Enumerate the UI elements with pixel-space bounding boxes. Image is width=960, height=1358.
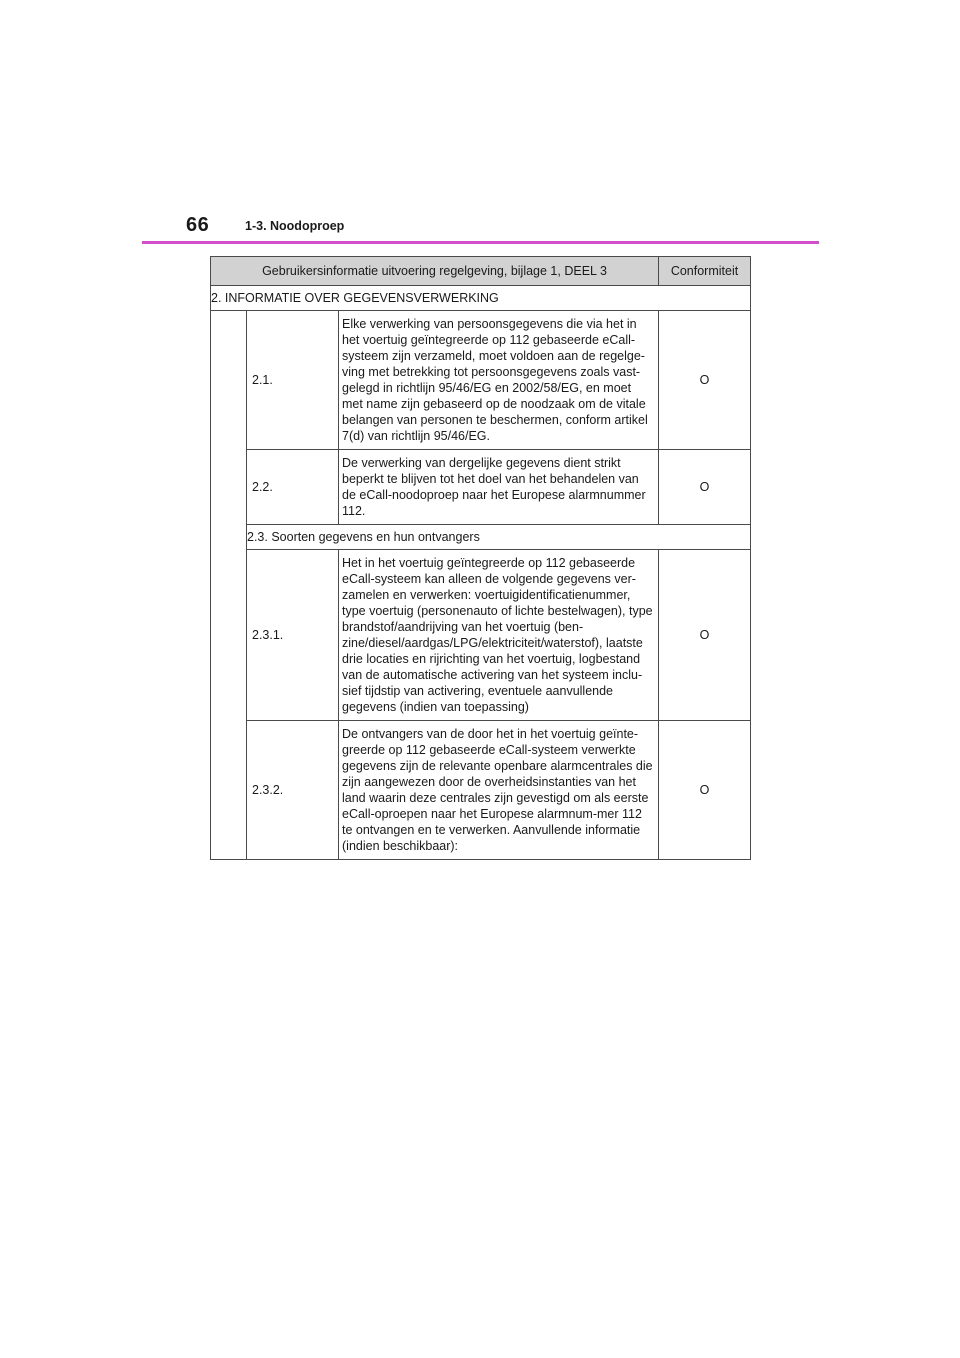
row-text-cell [339,311,659,450]
table-row [211,450,751,525]
row-conformity: O [659,721,751,860]
row-text-cell [339,721,659,860]
row-conformity: O [659,550,751,721]
row-text: Het in het voertuig geïntegreerde op 112 gebaseerde eCall-systeem kan alleen de volgende gegevens ver-zamelen en verwerken: voertuigidentificatienummer, type voertuig (personenauto of lichte bestelwagen), type brandstof/aandrijving van het voertuig (ben-zine/diesel/aardgas/LPG/elektriciteit/waterstof), laatste drie locaties en rijrichting van het voertuig, logbestand van de automatische activering van het systeem inclu-sief tijdstip van activering, eventuele aanvullende gegevens (indien van toepassing) [342,556,653,714]
section-title: 1-3. Noodoproep [245,219,345,233]
indent-cell [211,311,247,860]
table-row [211,721,751,860]
subsection-heading: 2.3. Soorten gegevens en hun ontvangers [247,525,751,550]
table-row [211,311,751,450]
row-number: 2.2. [247,450,339,525]
column-header-info: Gebruikersinformatie uitvoering regelgeving, bijlage 1, DEEL 3 [211,257,659,286]
row-text: Elke verwerking van persoonsgegevens die via het in het voertuig geïntegreerde op 112 gebaseerde eCall-systeem zijn verzameld, moet voldoen aan de regelge-ving met betrekking tot persoonsgegevens zoals vast-gelegd in richtlijn 95/46/EG en 2002/58/EG, en moet met name zijn gebaseerd op de noodzaak om de vitale belangen van personen te beschermen, conform artikel 7(d) van richtlijn 95/46/EG. [342,317,648,443]
row-number: 2.3.1. [247,550,339,721]
row-conformity: O [659,311,751,450]
subsection-heading-row [211,525,751,550]
row-text: De verwerking van dergelijke gegevens dient strikt beperkt te blijven tot het doel van het behandelen van de eCall-noodoproep naar het Europese alarmnummer 112. [342,456,646,518]
table-header-row [211,257,751,286]
column-header-conformity: Conformiteit [659,257,751,286]
row-text-cell [339,450,659,525]
section-heading-row [211,286,751,311]
table-row [211,550,751,721]
row-conformity: O [659,450,751,525]
row-number: 2.3.2. [247,721,339,860]
row-number: 2.1. [247,311,339,450]
row-text: De ontvangers van de door het in het voertuig geïnte-greerde op 112 gebaseerde eCall-systeem verwerkte gegevens zijn de relevante openbare alarmcentrales die zijn aangewezen door de overheidsinstanties van het land waarin deze centrales zijn gevestigd om als eerste eCall-oproepen naar het Europese alarmnum-mer 112 te ontvangen en te verwerken. Aanvullende informatie (indien beschikbaar): [342,727,653,853]
header-divider [142,241,819,244]
row-text-cell [339,550,659,721]
regulation-table [210,256,751,860]
section-heading: 2. INFORMATIE OVER GEGEVENSVERWERKING [211,286,751,311]
page-number: 66 [186,214,210,236]
